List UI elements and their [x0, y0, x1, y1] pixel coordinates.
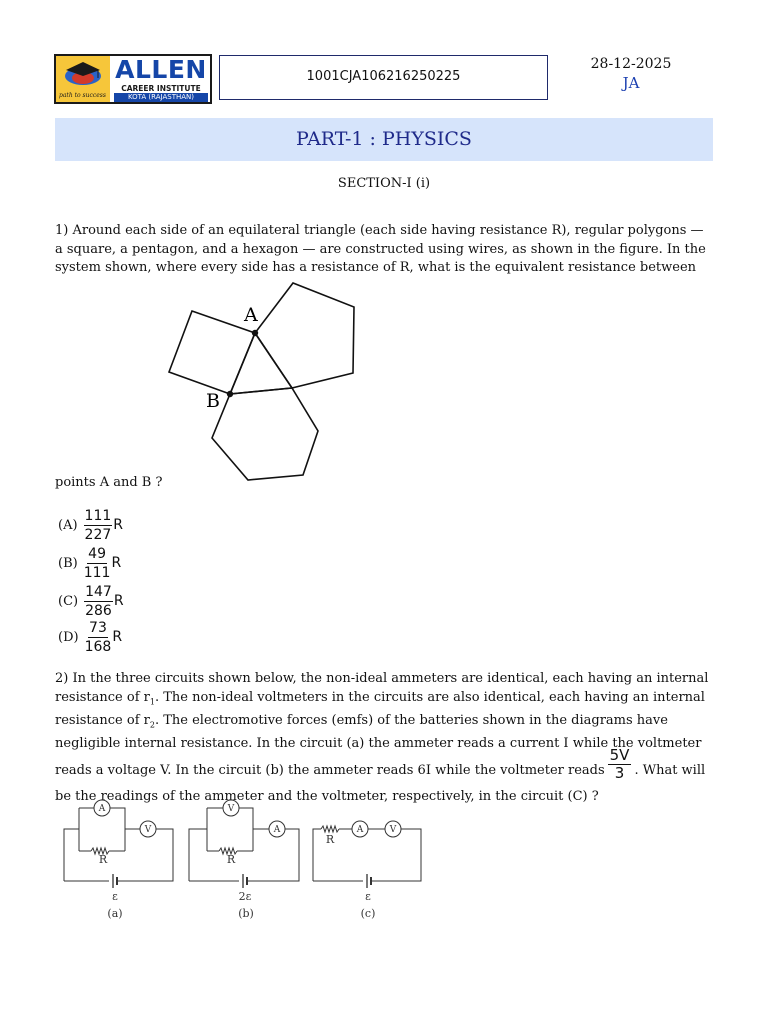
caption-b: (b) — [238, 907, 254, 920]
node-b — [227, 391, 233, 397]
ammeter-label: A — [98, 804, 106, 814]
circuit-a — [64, 800, 173, 888]
option-unit: R — [111, 555, 122, 571]
emf-label-a: ε — [112, 890, 118, 903]
logo-name: ALLEN — [115, 55, 207, 84]
logo-subtitle: CAREER INSTITUTE — [121, 84, 201, 93]
label-a: A — [244, 304, 258, 326]
emf-label-b: 2ε — [238, 890, 252, 903]
resistor-label: R — [98, 853, 108, 866]
voltmeter-reading-fraction: $\frac{5V}{3}$ — [609, 746, 630, 783]
option-label: (D) — [58, 629, 79, 645]
option-fraction: $\frac{111}{227}$ — [84, 507, 112, 543]
ammeter-label: A — [356, 825, 364, 835]
caption-a: (a) — [107, 907, 123, 920]
square — [169, 311, 255, 394]
option-fraction: $\frac{73}{168}$ — [84, 619, 112, 655]
label-b: B — [206, 390, 220, 412]
pentagon — [255, 283, 354, 388]
option-unit: R — [113, 517, 124, 533]
question-1-text-end: points A and B ? — [55, 475, 163, 490]
part-title: PART-1 : PHYSICS — [55, 118, 713, 161]
option-c[interactable] — [58, 583, 124, 619]
polygon-resistor-figure — [160, 278, 370, 488]
emf-label-c: ε — [365, 890, 371, 903]
option-fraction: $\frac{147}{286}$ — [85, 583, 112, 619]
question-2-text: 2) In the three circuits shown below, the non-ideal ammeters are identical, each having an internal resistance of $r_1$. The non-ideal voltmeters in the circuits are also identical, each having an internal resistance of $r_2$. The electromotive forces (emfs) of the batteries shown in the diagrams have negligible internal resistance. In the circuit (a) the ammeter reads a current I while the voltmeter reads a voltage V. In the circuit (b) the ammeter reads 6I while the voltmeter reads $\frac{5V}{3}$ . What will be the readings of the ammeter and the voltmeter, respectively, in the circuit (C) ? — [55, 671, 709, 805]
question-1-text: 1) Around each side of an equilateral triangle (each side having resistance R), regular polygons — a square, a pentagon, and a hexagon — are constructed using wires, as shown in the figure. In the system shown, where every side has a resistance of R, what is the equivalent resistance between — [55, 223, 706, 275]
section-title: SECTION-I (i) — [337, 176, 431, 191]
option-fraction: $\frac{49}{111}$ — [83, 545, 111, 581]
option-unit: R — [112, 629, 123, 645]
option-b[interactable] — [58, 545, 121, 581]
ammeter-label: A — [273, 825, 281, 835]
logo-emblem — [56, 56, 110, 102]
voltmeter-label: V — [227, 804, 235, 814]
option-unit: R — [113, 593, 124, 609]
option-d[interactable] — [58, 619, 122, 655]
circuit-b — [189, 800, 299, 888]
resistor-label: R — [325, 833, 335, 846]
circuit-c — [313, 821, 421, 888]
voltmeter-label: V — [144, 825, 152, 835]
caption-c: (c) — [360, 907, 376, 920]
paper-code: 1001CJA106216250225 — [219, 55, 548, 100]
option-a[interactable] — [58, 507, 123, 543]
logo-city: KOTA (RAJASTHAN) — [114, 93, 208, 102]
option-label: (A) — [58, 517, 78, 533]
node-a — [252, 330, 258, 336]
exam-type: JA — [622, 74, 640, 92]
option-label: (B) — [58, 555, 78, 571]
logo-tagline: path to success — [59, 92, 106, 99]
voltmeter-label: V — [389, 825, 397, 835]
resistor-label: R — [226, 853, 236, 866]
exam-date: 28-12-2025 — [590, 56, 672, 72]
circuit-diagrams — [55, 796, 445, 926]
allen-logo — [54, 54, 212, 104]
option-label: (C) — [58, 593, 79, 609]
hexagon — [212, 388, 318, 480]
